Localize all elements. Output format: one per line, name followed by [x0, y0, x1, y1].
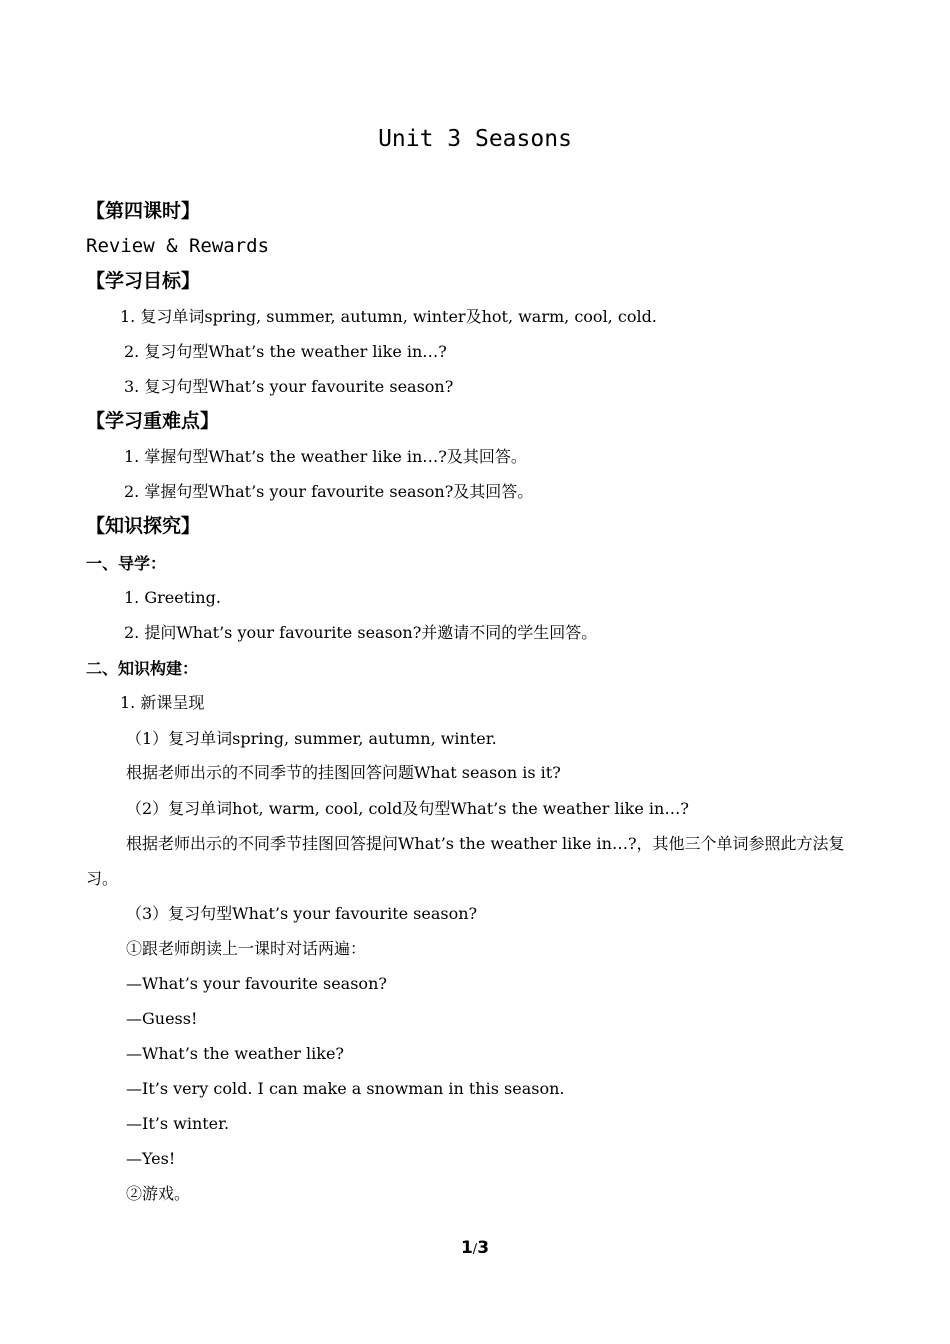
guide-item: 1. Greeting. — [124, 588, 221, 607]
explore-heading: 【知识探究】 — [86, 515, 201, 537]
dialogue-line: —What’s the weather like? — [126, 1044, 345, 1063]
review-title: Review & Rewards — [86, 235, 270, 257]
build-step: （1）复习单词spring, summer, autumn, winter. — [126, 729, 497, 748]
build-step-desc: 根据老师出示的不同季节挂图回答提问What’s the weather like in…?，其他三个单词参照此方法复习。 — [86, 834, 845, 888]
key-point-item: 1. 掌握句型What’s the weather like in…?及其回答。 — [124, 447, 527, 466]
build-step-desc: 根据老师出示的不同季节的挂图回答问题What season is it? — [126, 763, 561, 782]
page-total: 3 — [477, 1238, 490, 1258]
guide-heading: 一、导学： — [86, 554, 167, 573]
build-step: （2）复习单词hot, warm, cool, cold及句型What’s the weather like in…? — [126, 799, 689, 818]
goal-item: 1. 复习单词spring, summer, autumn, winter及hot, warm, cool, cold. — [120, 307, 657, 326]
goal-item: 2. 复习句型What’s the weather like in…? — [124, 342, 447, 361]
build-step-sub: ①跟老师朗读上一课时对话两遍： — [126, 939, 367, 958]
build-item: 1. 新课呈现 — [120, 693, 205, 712]
key-points-heading: 【学习重难点】 — [86, 410, 220, 432]
page-title: Unit 3 Seasons — [378, 126, 572, 152]
goal-item: 3. 复习句型What’s your favourite season? — [124, 377, 454, 396]
page-number — [0, 1237, 950, 1261]
page-separator: / — [472, 1242, 478, 1257]
dialogue-line: —It’s very cold. I can make a snowman in this season. — [126, 1079, 565, 1098]
build-heading: 二、知识构建： — [86, 659, 199, 678]
dialogue-line: —It’s winter. — [126, 1114, 230, 1133]
dialogue-line: —Yes! — [126, 1149, 176, 1168]
key-point-item: 2. 掌握句型What’s your favourite season?及其回答。 — [124, 482, 534, 501]
guide-item: 2. 提问What’s your favourite season?并邀请不同的学生回答。 — [124, 623, 598, 642]
dialogue-line: —What’s your favourite season? — [126, 974, 387, 993]
build-step-sub: ②游戏。 — [126, 1184, 191, 1203]
dialogue-line: —Guess! — [126, 1009, 198, 1028]
goals-heading: 【学习目标】 — [86, 270, 201, 292]
period-heading: 【第四课时】 — [86, 200, 201, 222]
build-step: （3）复习句型What’s your favourite season? — [126, 904, 478, 923]
page-current: 1 — [460, 1238, 473, 1258]
